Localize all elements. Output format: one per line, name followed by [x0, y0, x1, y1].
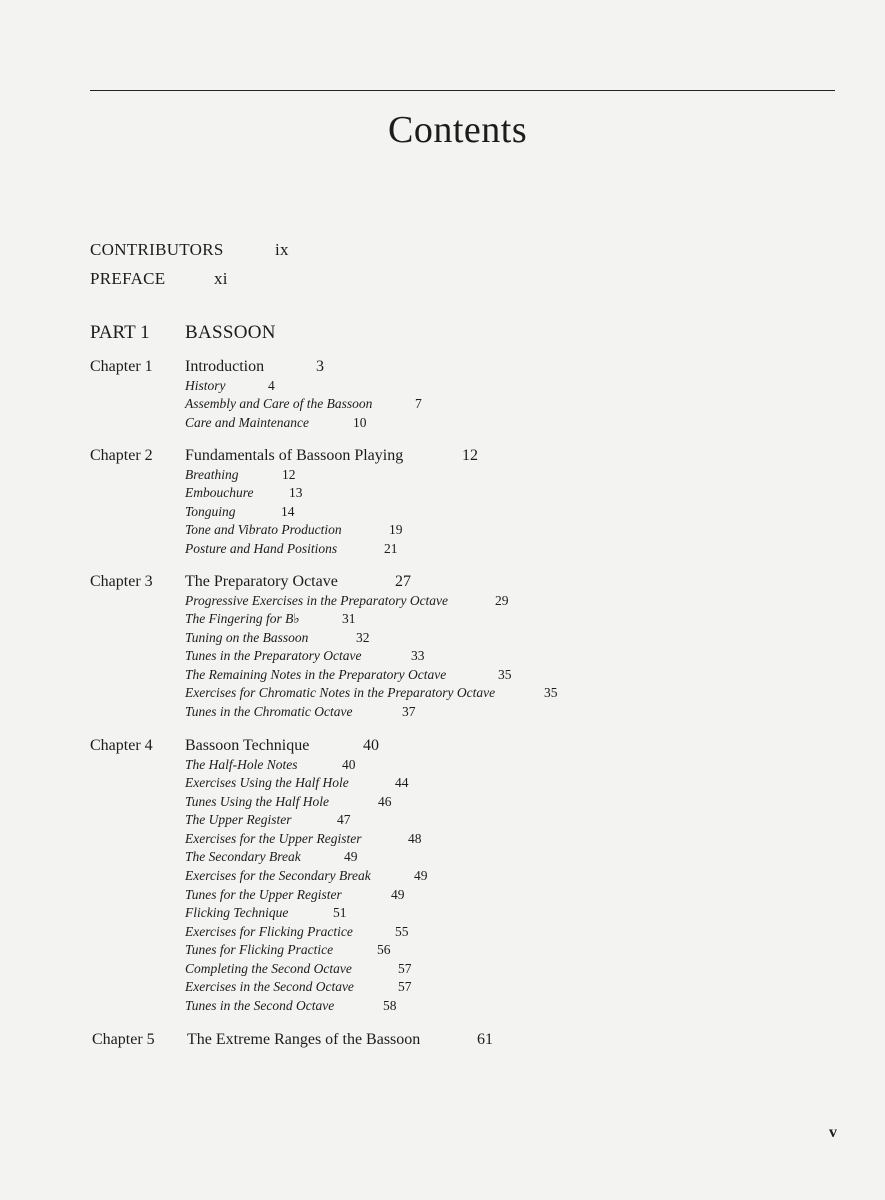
- section-entry[interactable]: [185, 942, 391, 958]
- part-label: PART 1: [90, 322, 150, 343]
- section-title: Embouchure: [185, 485, 254, 500]
- section-title: Tunes in the Preparatory Octave: [185, 648, 362, 663]
- chapter-title: The Preparatory Octave: [185, 573, 338, 590]
- section-title: Exercises for the Upper Register: [185, 831, 362, 846]
- section-title: Exercises Using the Half Hole: [185, 775, 349, 790]
- section-page: 58: [383, 998, 397, 1013]
- section-title: Exercises in the Second Octave: [185, 979, 354, 994]
- section-entry[interactable]: [185, 979, 412, 995]
- part-heading: [90, 322, 276, 344]
- chapter-title: The Extreme Ranges of the Bassoon: [187, 1031, 421, 1048]
- section-title: Tunes for the Upper Register: [185, 887, 342, 902]
- section-title: Breathing: [185, 467, 239, 482]
- section-page: 47: [337, 812, 351, 827]
- section-entry[interactable]: [185, 667, 512, 683]
- page-number: v: [829, 1124, 837, 1141]
- chapter-label: Chapter 5: [92, 1031, 155, 1048]
- chapter-label: Chapter 4: [90, 737, 153, 754]
- section-page: 29: [495, 593, 509, 608]
- section-page: 37: [402, 704, 416, 719]
- section-page: 12: [282, 467, 296, 482]
- section-page: 32: [356, 630, 370, 645]
- section-title: Tunes in the Second Octave: [185, 998, 335, 1013]
- section-entry[interactable]: [185, 485, 303, 501]
- section-entry[interactable]: [185, 541, 398, 557]
- section-entry[interactable]: [185, 685, 558, 701]
- section-entry[interactable]: [185, 868, 428, 884]
- chapter-title: Introduction: [185, 358, 265, 375]
- header-rule: [90, 90, 835, 91]
- section-title: Exercises for the Secondary Break: [185, 868, 371, 883]
- section-entry[interactable]: [185, 961, 412, 977]
- section-entry[interactable]: [185, 593, 509, 609]
- section-page: 7: [415, 396, 422, 411]
- section-entry[interactable]: [185, 504, 295, 520]
- part-title: BASSOON: [185, 322, 276, 343]
- section-entry[interactable]: [185, 648, 425, 664]
- section-title: Exercises for Chromatic Notes in the Preparatory Octave: [185, 685, 496, 700]
- section-title: The Upper Register: [185, 812, 292, 827]
- section-page: 46: [378, 794, 392, 809]
- entry-page: xi: [214, 269, 228, 288]
- chapter-page: 12: [462, 447, 478, 464]
- section-entry[interactable]: [185, 378, 275, 394]
- section-entry[interactable]: [185, 467, 296, 483]
- section-entry[interactable]: [185, 924, 409, 940]
- chapter-page: 27: [395, 573, 411, 590]
- chapter-label: Chapter 3: [90, 573, 153, 590]
- section-title: History: [185, 378, 226, 393]
- section-entry[interactable]: [185, 704, 416, 720]
- section-page: 51: [333, 905, 347, 920]
- section-entry[interactable]: [185, 905, 347, 921]
- chapter-label: Chapter 2: [90, 447, 153, 464]
- entry-page: ix: [275, 240, 289, 259]
- section-title: Tonguing: [185, 504, 236, 519]
- section-page: 14: [281, 504, 295, 519]
- page-title: Contents: [388, 109, 528, 151]
- section-title: Flicking Technique: [185, 905, 289, 920]
- section-page: 57: [398, 979, 412, 994]
- section-page: 49: [414, 868, 428, 883]
- entry-label: PREFACE: [90, 269, 166, 288]
- section-page: 33: [411, 648, 425, 663]
- section-page: 57: [398, 961, 412, 976]
- section-entry[interactable]: [185, 775, 409, 791]
- section-title: Tunes in the Chromatic Octave: [185, 704, 353, 719]
- section-page: 55: [395, 924, 409, 939]
- section-page: 21: [384, 541, 398, 556]
- chapter-title: Fundamentals of Bassoon Playing: [185, 447, 404, 464]
- section-page: 19: [389, 522, 403, 537]
- section-page: 44: [395, 775, 409, 790]
- section-entry[interactable]: [185, 849, 358, 865]
- section-title: Progressive Exercises in the Preparatory Octave: [185, 593, 449, 608]
- section-title: Tunes Using the Half Hole: [185, 794, 329, 809]
- section-page: 49: [344, 849, 358, 864]
- section-entry[interactable]: [185, 522, 403, 538]
- section-entry[interactable]: [185, 887, 405, 903]
- chapter-page: 61: [477, 1031, 493, 1048]
- section-title: The Half-Hole Notes: [185, 757, 298, 772]
- chapter-label: Chapter 1: [90, 358, 153, 375]
- section-entry[interactable]: [185, 812, 351, 828]
- section-title: The Fingering for B♭: [185, 611, 300, 626]
- chapter-page: 3: [316, 358, 324, 375]
- section-page: 13: [289, 485, 303, 500]
- section-entry[interactable]: [185, 611, 356, 627]
- chapter-page: 40: [363, 737, 379, 754]
- section-page: 4: [268, 378, 275, 393]
- section-entry[interactable]: [185, 757, 356, 773]
- section-page: 49: [391, 887, 405, 902]
- chapter-title: Bassoon Technique: [185, 737, 310, 754]
- section-page: 40: [342, 757, 356, 772]
- section-title: Completing the Second Octave: [185, 961, 352, 976]
- section-title: Tunes for Flicking Practice: [185, 942, 334, 957]
- section-page: 56: [377, 942, 391, 957]
- section-title: Exercises for Flicking Practice: [185, 924, 353, 939]
- toc-entry-preface[interactable]: [90, 269, 228, 289]
- section-page: 35: [544, 685, 558, 700]
- section-title: Tuning on the Bassoon: [185, 630, 309, 645]
- section-entry[interactable]: [185, 630, 370, 646]
- entry-label: CONTRIBUTORS: [90, 240, 224, 259]
- section-page: 48: [408, 831, 422, 846]
- section-page: 10: [353, 415, 367, 430]
- section-page: 31: [342, 611, 356, 626]
- section-entry[interactable]: [185, 794, 392, 810]
- toc-entry-contributors[interactable]: [90, 240, 289, 260]
- section-title: Posture and Hand Positions: [185, 541, 338, 556]
- section-page: 35: [498, 667, 512, 682]
- section-entry[interactable]: [185, 396, 422, 412]
- section-title: Assembly and Care of the Bassoon: [185, 396, 373, 411]
- section-entry[interactable]: [185, 415, 367, 431]
- section-title: Tone and Vibrato Production: [185, 522, 342, 537]
- section-entry[interactable]: [185, 831, 422, 847]
- section-title: The Remaining Notes in the Preparatory Octave: [185, 667, 447, 682]
- section-title: Care and Maintenance: [185, 415, 309, 430]
- section-title: The Secondary Break: [185, 849, 301, 864]
- section-entry[interactable]: [185, 998, 397, 1014]
